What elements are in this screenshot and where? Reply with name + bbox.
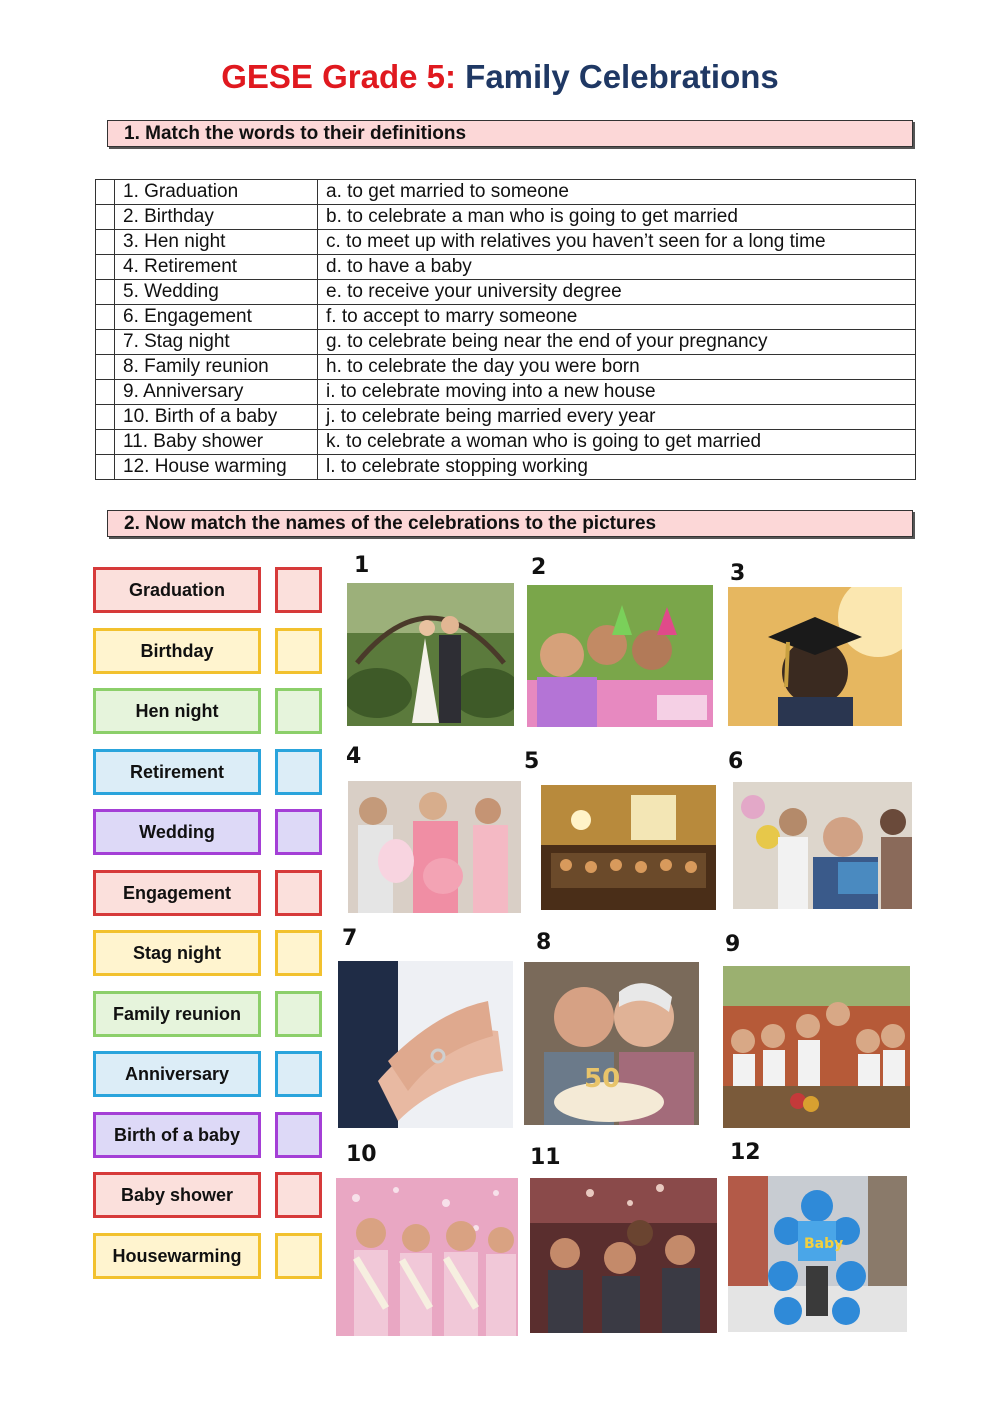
photo-hen-night (336, 1178, 518, 1336)
picture-number: 12 (730, 1140, 761, 1165)
definition-cell: e. to receive your university degree (318, 280, 916, 305)
word-cell: 10. Birth of a baby (115, 405, 318, 430)
photo-buffet-room (541, 785, 716, 910)
answer-box[interactable] (275, 749, 322, 795)
word-cell: 2. Birthday (115, 205, 318, 230)
celebration-label[interactable]: Engagement (93, 870, 261, 916)
answer-box[interactable] (275, 688, 322, 734)
picture-number: 3 (730, 561, 746, 586)
definition-cell: b. to celebrate a man who is going to get married (318, 205, 916, 230)
answer-box[interactable] (275, 809, 322, 855)
picture-number: 7 (342, 926, 358, 951)
word-cell: 1. Graduation (115, 180, 318, 205)
section1-heading: 1. Match the words to their definitions (107, 120, 913, 147)
celebration-label[interactable]: Family reunion (93, 991, 261, 1037)
celebration-label[interactable]: Birthday (93, 628, 261, 674)
celebration-label[interactable]: Hen night (93, 688, 261, 734)
photo-birthday (527, 585, 713, 727)
answer-cell[interactable] (96, 180, 115, 205)
definition-cell: k. to celebrate a woman who is going to get married (318, 430, 916, 455)
definition-row (96, 205, 916, 230)
definition-row (96, 280, 916, 305)
definition-row (96, 355, 916, 380)
word-cell: 8. Family reunion (115, 355, 318, 380)
photo-stag-night (530, 1178, 717, 1333)
celebration-label[interactable]: Stag night (93, 930, 261, 976)
word-cell: 12. House warming (115, 455, 318, 480)
definition-row (96, 405, 916, 430)
picture-number: 9 (725, 932, 741, 957)
celebration-label[interactable]: Graduation (93, 567, 261, 613)
answer-cell[interactable] (96, 305, 115, 330)
answer-cell[interactable] (96, 380, 115, 405)
word-cell: 5. Wedding (115, 280, 318, 305)
definition-cell: f. to accept to marry someone (318, 305, 916, 330)
definitions-table (95, 179, 916, 480)
answer-box[interactable] (275, 567, 322, 613)
answer-box[interactable] (275, 1051, 322, 1097)
definition-row (96, 305, 916, 330)
answer-cell[interactable] (96, 280, 115, 305)
definition-cell: i. to celebrate moving into a new house (318, 380, 916, 405)
celebration-label[interactable]: Anniversary (93, 1051, 261, 1097)
definition-cell: a. to get married to someone (318, 180, 916, 205)
celebration-label[interactable]: Baby shower (93, 1172, 261, 1218)
photo-wedding (347, 583, 514, 726)
svg-text:Baby: Baby (804, 1236, 844, 1252)
word-cell: 7. Stag night (115, 330, 318, 355)
word-cell: 3. Hen night (115, 230, 318, 255)
title-topic: Family Celebrations (465, 58, 779, 95)
answer-cell[interactable] (96, 355, 115, 380)
definition-cell: h. to celebrate the day you were born (318, 355, 916, 380)
definition-row (96, 380, 916, 405)
answer-cell[interactable] (96, 405, 115, 430)
page-title (0, 58, 1000, 96)
picture-number: 8 (536, 930, 552, 955)
definition-row (96, 180, 916, 205)
definition-cell: c. to meet up with relatives you haven’t seen for a long time (318, 230, 916, 255)
title-grade: GESE Grade 5: (221, 58, 456, 95)
word-cell: 9. Anniversary (115, 380, 318, 405)
answer-box[interactable] (275, 1172, 322, 1218)
picture-number: 1 (354, 553, 370, 578)
answer-box[interactable] (275, 1233, 322, 1279)
answer-cell[interactable] (96, 255, 115, 280)
answer-box[interactable] (275, 930, 322, 976)
picture-number: 10 (346, 1142, 377, 1167)
celebration-label[interactable]: Retirement (93, 749, 261, 795)
answer-cell[interactable] (96, 430, 115, 455)
picture-number: 4 (346, 744, 362, 769)
picture-number: 2 (531, 555, 547, 580)
photo-retirement (733, 782, 912, 909)
section2-heading: 2. Now match the names of the celebrations to the pictures (107, 510, 913, 537)
word-cell: 4. Retirement (115, 255, 318, 280)
photo-housewarming (728, 1176, 907, 1332)
answer-cell[interactable] (96, 455, 115, 480)
definition-row (96, 330, 916, 355)
celebration-label[interactable]: Wedding (93, 809, 261, 855)
answer-cell[interactable] (96, 330, 115, 355)
answer-cell[interactable] (96, 205, 115, 230)
definition-row (96, 255, 916, 280)
photo-family-reunion (723, 966, 910, 1128)
answer-box[interactable] (275, 628, 322, 674)
definition-row (96, 430, 916, 455)
answer-box[interactable] (275, 1112, 322, 1158)
definition-cell: g. to celebrate being near the end of your pregnancy (318, 330, 916, 355)
picture-number: 5 (524, 749, 540, 774)
definition-row (96, 230, 916, 255)
answer-box[interactable] (275, 870, 322, 916)
definition-cell: l. to celebrate stopping working (318, 455, 916, 480)
word-cell: 11. Baby shower (115, 430, 318, 455)
celebration-label[interactable]: Housewarming (93, 1233, 261, 1279)
picture-number: 6 (728, 749, 744, 774)
answer-cell[interactable] (96, 230, 115, 255)
picture-number: 11 (530, 1145, 561, 1170)
photo-engagement-ring (338, 961, 513, 1128)
photo-graduation (728, 587, 902, 726)
word-cell: 6. Engagement (115, 305, 318, 330)
definition-cell: j. to celebrate being married every year (318, 405, 916, 430)
definition-row (96, 455, 916, 480)
svg-text:50: 50 (584, 1064, 621, 1094)
photo-baby-shower (348, 781, 521, 913)
celebration-label[interactable]: Birth of a baby (93, 1112, 261, 1158)
answer-box[interactable] (275, 991, 322, 1037)
definition-cell: d. to have a baby (318, 255, 916, 280)
photo-anniversary (524, 962, 699, 1125)
